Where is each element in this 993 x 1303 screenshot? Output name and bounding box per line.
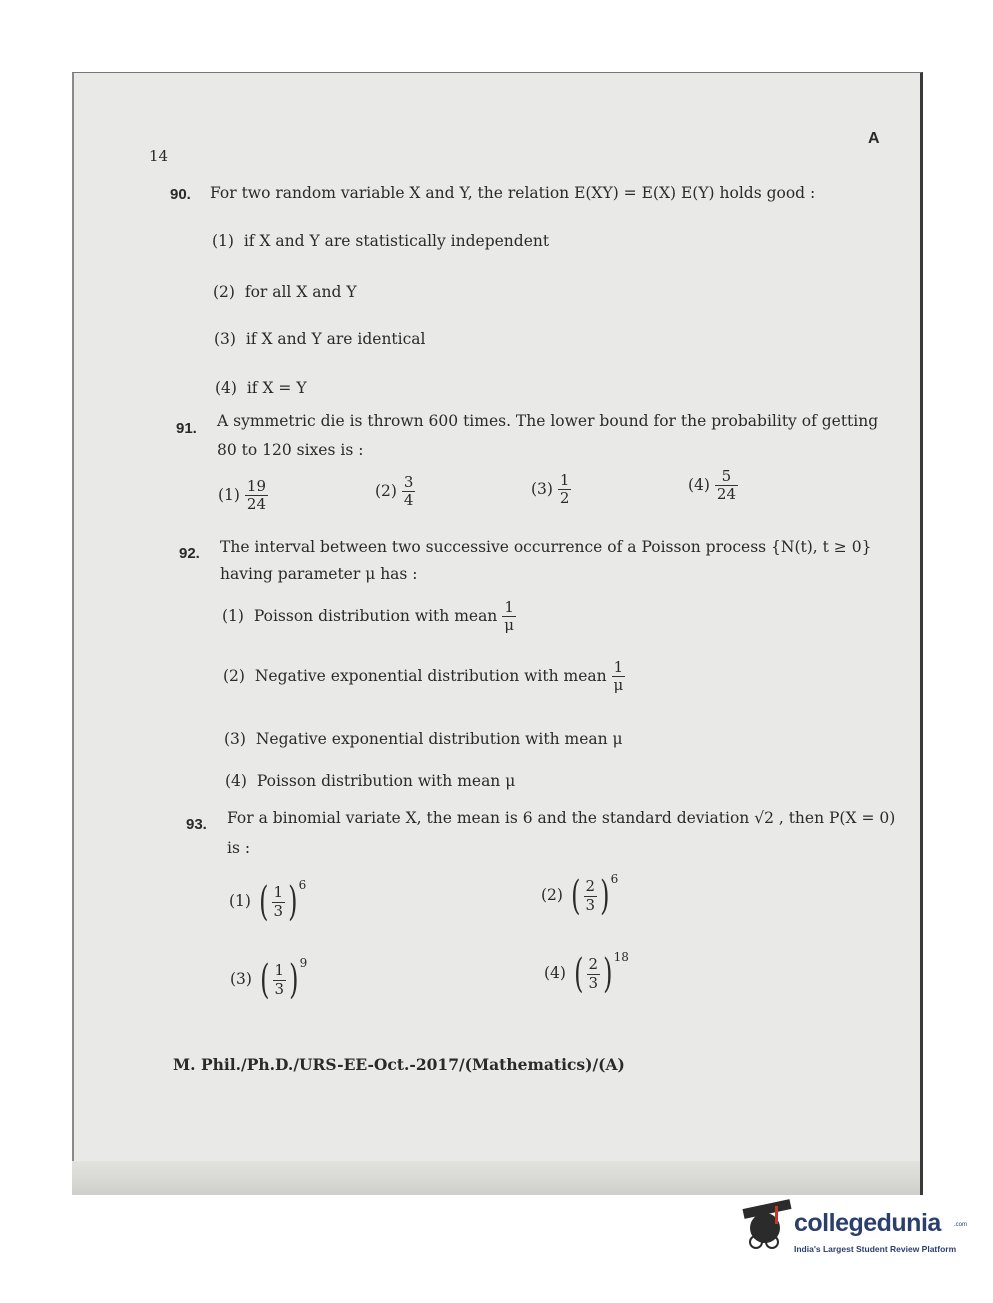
question-text-cont: having parameter μ has : (220, 565, 418, 583)
question-text: A symmetric die is thrown 600 times. The lower bound for the probability of getting (217, 412, 879, 430)
option-text: Negative exponential distribution with mean μ (255, 730, 623, 748)
option-text: Poisson distribution with mean (253, 606, 498, 625)
page-left-edge (72, 73, 74, 1195)
fraction: $\frac{5}{24}$ (716, 467, 736, 504)
option-label: (1) (229, 892, 251, 910)
option-label: (2) (223, 666, 245, 685)
option (213, 283, 357, 301)
option (218, 478, 268, 514)
option (223, 659, 625, 695)
option-label: (4) (225, 772, 247, 790)
option (541, 872, 619, 919)
fraction: $\frac{1}{\mu}$ (504, 598, 514, 635)
question-text: The interval between two successive occurrence of a Poisson process {N(t), t ≥ 0} (220, 538, 872, 556)
page-bottom-edge (72, 1161, 920, 1195)
option (225, 772, 515, 790)
option (214, 330, 426, 348)
fraction: $\frac{1}{\mu}$ (613, 658, 624, 695)
option (229, 878, 307, 925)
option (531, 472, 571, 508)
power-expression: ( $\frac{2}{3}$ ) $^{18}$ (574, 950, 629, 997)
option-text: if X and Y are identical (245, 330, 426, 348)
power-expression: ( $\frac{1}{3}$ ) $^9$ (260, 956, 308, 1003)
paper-footer: M. Phil./Ph.D./URS-EE-Oct.-2017/(Mathematics)/(A) (173, 1055, 625, 1074)
option-text: if X = Y (246, 379, 307, 397)
option-label: (3) (531, 479, 553, 498)
option-text: Poisson distribution with mean μ (256, 772, 516, 790)
option-label: (2) (541, 886, 563, 904)
fraction: $\frac{3}{4}$ (403, 473, 414, 510)
option (544, 950, 629, 997)
option-label: (1) (212, 232, 234, 250)
power-expression: ( $\frac{2}{3}$ ) $^6$ (571, 872, 619, 919)
question-text: For two random variable X and Y, the relation E(XY) = E(X) E(Y) holds good : (210, 184, 816, 202)
option-label: (4) (544, 964, 566, 982)
question-number: 93. (186, 816, 207, 833)
question-number: 92. (179, 545, 200, 562)
option-label: (4) (215, 379, 237, 397)
question-text-cont: is : (227, 839, 251, 857)
fraction: $\frac{19}{24}$ (246, 477, 266, 514)
question-text-cont: 80 to 120 sixes is : (217, 441, 364, 459)
tassel-icon (775, 1206, 778, 1224)
brand-tagline: India's Largest Student Review Platform (794, 1244, 957, 1254)
fraction: $\frac{1}{2}$ (559, 471, 570, 508)
page-number: 14 (149, 147, 169, 165)
exponent: 6 (298, 878, 307, 892)
option (688, 468, 738, 504)
option (375, 474, 415, 510)
option-label: (2) (375, 481, 397, 500)
question-text: For a binomial variate X, the mean is 6 and the standard deviation √2 , then P(X = 0) (227, 809, 896, 827)
option (224, 730, 623, 748)
exponent: 18 (613, 950, 629, 964)
set-code: A (868, 130, 880, 147)
question-number: 90. (170, 186, 191, 203)
option-text: for all X and Y (244, 283, 357, 301)
option (222, 599, 516, 635)
option-label: (4) (688, 475, 710, 494)
option-label: (3) (230, 970, 252, 988)
option-label: (3) (224, 730, 246, 748)
question-number: 91. (176, 420, 197, 437)
exponent: 9 (299, 956, 308, 970)
option (230, 956, 308, 1003)
brand-name: collegedunia (794, 1209, 941, 1237)
option-label: (1) (222, 606, 244, 625)
option-text: if X and Y are statistically independent (243, 232, 550, 250)
power-expression: ( $\frac{1}{3}$ ) $^6$ (259, 878, 307, 925)
option (215, 379, 307, 397)
option-label: (3) (214, 330, 236, 348)
brand-domain: .com (954, 1222, 968, 1228)
option-text: Negative exponential distribution with mean (254, 666, 607, 685)
option (212, 232, 549, 250)
exponent: 6 (610, 872, 619, 886)
option-label: (1) (218, 485, 240, 504)
option-label: (2) (213, 283, 235, 301)
